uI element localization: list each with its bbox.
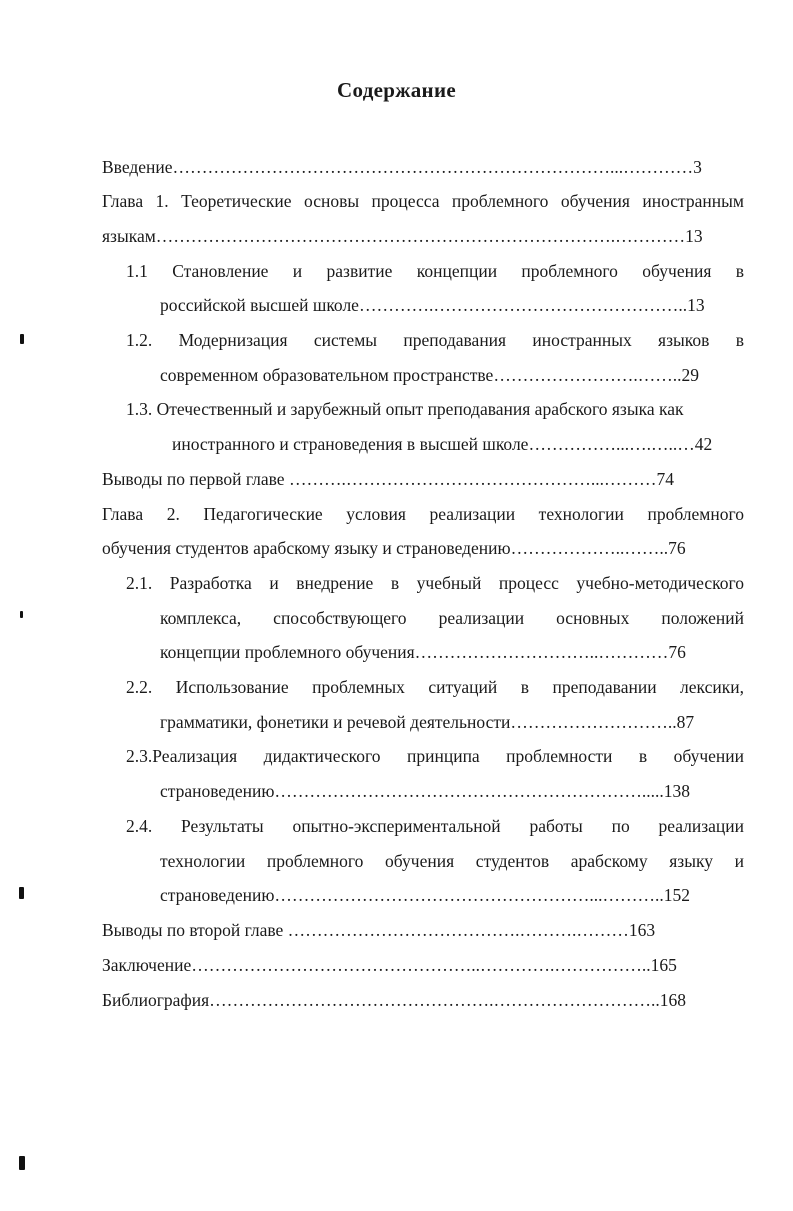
toc-entry-chapter2-line1: Глава 2. Педагогические условия реализации технологии проблемного [102, 504, 744, 524]
toc-entry-2-2-line1: 2.2. Использование проблемных ситуаций в преподавании лексики, [126, 677, 744, 697]
scan-mark [20, 334, 24, 344]
toc-entry-conclusions-2: Выводы по второй главе ………………………………….……….………163 [102, 920, 656, 940]
toc-entry-1-1-line1: 1.1 Становление и развитие концепции проблемного обучения в [126, 261, 744, 281]
toc-entry-1-3-line1: 1.3. Отечественный и зарубежный опыт преподавания арабского языка как [126, 399, 684, 419]
scan-mark [19, 1156, 25, 1170]
toc-entry-1-2-line1: 1.2. Модернизация системы преподавания иностранных языков в [126, 330, 744, 350]
toc-entry-chapter2-line2: обучения студентов арабскому языку и страноведению………………..……..76 [102, 538, 686, 558]
toc-entry-chapter1-line1: Глава 1. Теоретические основы процесса проблемного обучения иностранным [102, 191, 744, 211]
toc-entry-2-4-line1: 2.4. Результаты опытно-экспериментальной работы по реализации [126, 816, 744, 836]
toc-entry-1-2-line2: современном образовательном пространстве…………………….……..29 [160, 365, 699, 385]
toc-entry-2-1-line1: 2.1. Разработка и внедрение в учебный процесс учебно-методического [126, 573, 744, 593]
toc-entry-conclusions-1: Выводы по первой главе ……….……………………………………...………74 [102, 469, 674, 489]
toc-entry-2-2-line2: грамматики, фонетики и речевой деятельности………………………..87 [160, 712, 695, 732]
page-title: Содержание [337, 78, 456, 102]
toc-entry-2-1-line2: комплекса, способствующего реализации основных положений [160, 608, 744, 628]
scan-mark [19, 887, 24, 899]
scan-mark [20, 611, 23, 618]
toc-entry-1-1-line2: российской высшей школе………….……………………………………..13 [160, 295, 705, 315]
toc-entry-bibliography: Библиография………………………………………….………………………..168 [102, 990, 687, 1010]
toc-entry-2-3-line2: страноведению……………………………………………………….....138 [160, 781, 691, 801]
toc-entry-1-3-line2: иностранного и страноведения в высшей школе……………...….…..…42 [172, 434, 713, 454]
toc-entry-2-1-line3: концепции проблемного обучения…………………………..…………76 [160, 642, 686, 662]
toc-entry-2-3-line1: 2.3.Реализация дидактического принципа проблемности в обучении [126, 746, 744, 766]
toc-entry-chapter1-line2: языкам…………………………………………………………………….…………13 [102, 226, 703, 246]
toc-entry-conclusion: Заключение…………………………………………..………….……………..165 [102, 955, 677, 975]
toc-entry-2-4-line2: технологии проблемного обучения студентов арабскому языку и [160, 851, 744, 871]
toc-entry-introduction: Введение…………………………………………………………………...…………3 [102, 157, 702, 177]
toc-entry-2-4-line3: страноведению………………………………………………...………..152 [160, 885, 691, 905]
